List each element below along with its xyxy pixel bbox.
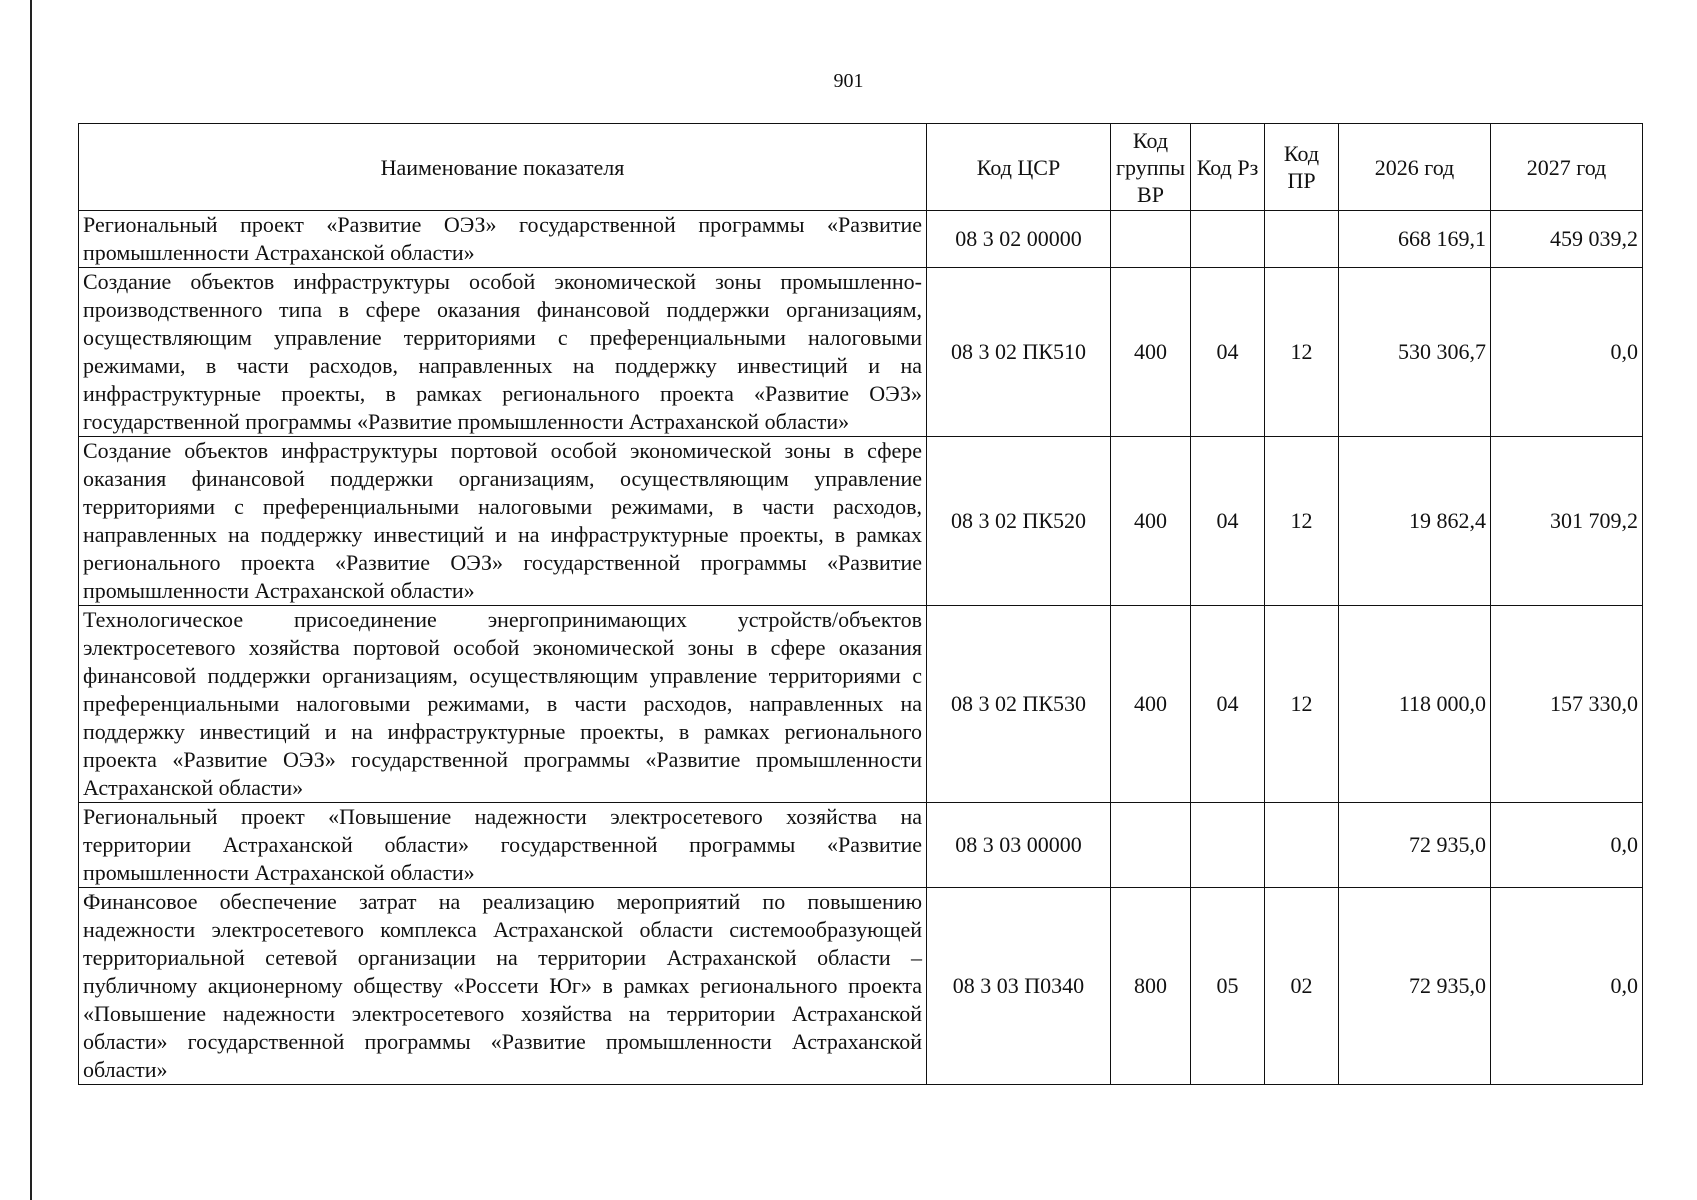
header-pr: Код ПР xyxy=(1265,124,1339,211)
cell-name: Финансовое обеспечение затрат на реализацию мероприятий по повышению надежности электросетевого комплекса Астраханской области системообразующей территориальной сетевой организации на территории Астраханской области – публичному акционерному обществу «Россети Юг» в рамках регионального проекта «Повышение надежности электросетевого хозяйства на территории Астраханской области» государственной программы «Развитие промышленности Астраханской области» xyxy=(79,888,927,1085)
scan-edge-line xyxy=(30,0,32,1200)
cell-rz: 04 xyxy=(1191,437,1265,606)
cell-2026: 72 935,0 xyxy=(1339,803,1491,888)
header-2027: 2027 год xyxy=(1491,124,1643,211)
cell-2027: 301 709,2 xyxy=(1491,437,1643,606)
cell-vr: 800 xyxy=(1111,888,1191,1085)
cell-name: Создание объектов инфраструктуры портовой особой экономической зоны в сфере оказания финансовой поддержки организациям, осуществляющим управление территориями с преференциальными налоговыми режимами, в части расходов, направленных на поддержку инвестиций и на инфраструктурные проекты, в рамках регионального проекта «Развитие ОЭЗ» государственной программы «Развитие промышленности Астраханской области» xyxy=(79,437,927,606)
table-row xyxy=(79,888,1643,1085)
cell-name: Региональный проект «Повышение надежности электросетевого хозяйства на территории Астраханской области» государственной программы «Развитие промышленности Астраханской области» xyxy=(79,803,927,888)
cell-vr: 400 xyxy=(1111,268,1191,437)
cell-csr: 08 3 02 00000 xyxy=(927,211,1111,268)
cell-rz xyxy=(1191,211,1265,268)
cell-2027: 0,0 xyxy=(1491,888,1643,1085)
table-row xyxy=(79,803,1643,888)
cell-pr xyxy=(1265,211,1339,268)
cell-rz: 04 xyxy=(1191,606,1265,803)
header-2026: 2026 год xyxy=(1339,124,1491,211)
cell-csr: 08 3 02 ПК530 xyxy=(927,606,1111,803)
cell-name: Технологическое присоединение энергопринимающих устройств/объектов электросетевого хозяйства портовой особой экономической зоны в сфере оказания финансовой поддержки организациям, осуществляющим управление территориями с преференциальными налоговыми режимами, в части расходов, направленных на поддержку инвестиций и на инфраструктурные проекты, в рамках регионального проекта «Развитие ОЭЗ» государственной программы «Развитие промышленности Астраханской области» xyxy=(79,606,927,803)
cell-2027: 459 039,2 xyxy=(1491,211,1643,268)
cell-rz: 04 xyxy=(1191,268,1265,437)
table-row xyxy=(79,606,1643,803)
header-vr: Код группы ВР xyxy=(1111,124,1191,211)
cell-vr: 400 xyxy=(1111,606,1191,803)
table-row xyxy=(79,268,1643,437)
cell-2027: 157 330,0 xyxy=(1491,606,1643,803)
table-row xyxy=(79,437,1643,606)
cell-csr: 08 3 02 ПК520 xyxy=(927,437,1111,606)
cell-2026: 19 862,4 xyxy=(1339,437,1491,606)
cell-vr xyxy=(1111,803,1191,888)
cell-vr xyxy=(1111,211,1191,268)
cell-2026: 530 306,7 xyxy=(1339,268,1491,437)
cell-csr: 08 3 03 П0340 xyxy=(927,888,1111,1085)
cell-pr: 12 xyxy=(1265,437,1339,606)
page-number: 901 xyxy=(833,70,864,92)
cell-2027: 0,0 xyxy=(1491,803,1643,888)
cell-csr: 08 3 02 ПК510 xyxy=(927,268,1111,437)
cell-csr: 08 3 03 00000 xyxy=(927,803,1111,888)
cell-pr: 02 xyxy=(1265,888,1339,1085)
table-row xyxy=(79,211,1643,268)
header-name: Наименование показателя xyxy=(79,124,927,211)
cell-2027: 0,0 xyxy=(1491,268,1643,437)
table-header-row xyxy=(79,124,1643,211)
header-rz: Код Рз xyxy=(1191,124,1265,211)
cell-2026: 668 169,1 xyxy=(1339,211,1491,268)
cell-2026: 72 935,0 xyxy=(1339,888,1491,1085)
cell-vr: 400 xyxy=(1111,437,1191,606)
cell-rz: 05 xyxy=(1191,888,1265,1085)
cell-pr xyxy=(1265,803,1339,888)
cell-pr: 12 xyxy=(1265,606,1339,803)
cell-name: Создание объектов инфраструктуры особой экономической зоны промышленно-производственного типа в сфере оказания финансовой поддержки организациям, осуществляющим управление территориями с преференциальными налоговыми режимами, в части расходов, направленных на поддержку инвестиций и на инфраструктурные проекты, в рамках регионального проекта «Развитие ОЭЗ» государственной программы «Развитие промышленности Астраханской области» xyxy=(79,268,927,437)
cell-name: Региональный проект «Развитие ОЭЗ» государственной программы «Развитие промышленности Астраханской области» xyxy=(79,211,927,268)
cell-rz xyxy=(1191,803,1265,888)
header-csr: Код ЦСР xyxy=(927,124,1111,211)
cell-2026: 118 000,0 xyxy=(1339,606,1491,803)
budget-table xyxy=(78,123,1643,1085)
cell-pr: 12 xyxy=(1265,268,1339,437)
